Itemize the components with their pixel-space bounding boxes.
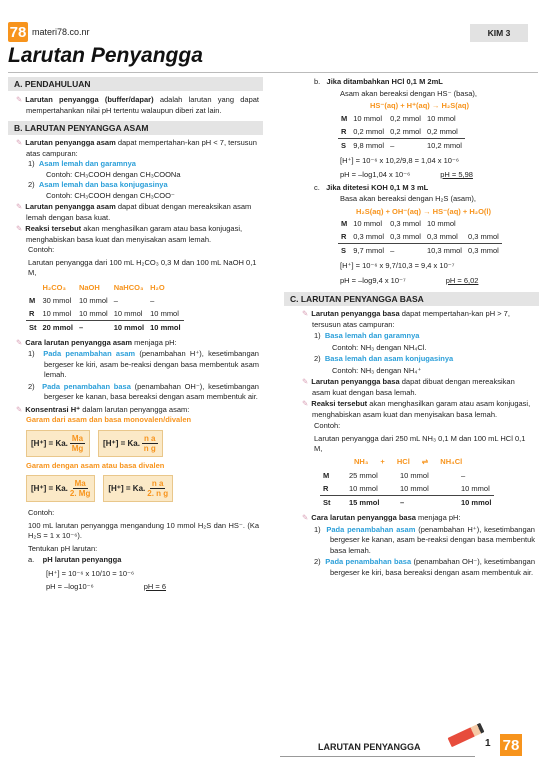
section-c-heading: C. LARUTAN PENYANGGA BASA [284, 292, 539, 306]
page-number: 1 [485, 738, 491, 749]
bullet-icon: ✎ [16, 138, 23, 147]
subheading: Garam dari asam dan basa monovalen/divalen [26, 415, 192, 424]
reaction-table [320, 469, 494, 509]
section-b-intro: ✎ Larutan penyangga asam dapat mempertahan-kan pH < 7, tersusun atas campuran: [16, 138, 257, 158]
footer-logo: 78 [500, 734, 522, 756]
example-label: Contoh: [28, 245, 55, 254]
reaction-equation: H₂S(aq) + OH⁻(aq) → HS⁻(aq) + H₂O(l) [356, 206, 492, 216]
title-divider [8, 72, 538, 73]
table-row: M 10 mmol 0,3 mmol 10 mmol [341, 219, 456, 228]
section-a-heading: A. PENDAHULUAN [8, 77, 263, 91]
bullet-icon: ✎ [302, 309, 309, 318]
footer-title: LARUTAN PENYANGGA [318, 742, 421, 752]
reaction-species: H₂O [150, 282, 165, 292]
example-label: Contoh: [314, 421, 341, 430]
table-row: M 10 mmol 0,2 mmol 10 mmol [341, 113, 456, 123]
paragraph: ✎ Cara larutan penyangga basa menjaga pH: [302, 513, 461, 522]
site-logo: 78 [9, 23, 27, 41]
page-title: Larutan Penyangga [8, 44, 203, 67]
example-text: Tentukan pH larutan: [28, 543, 98, 553]
example-label: Contoh: [28, 508, 55, 517]
list-item: 2) Asam lemah dan basa konjugasinya [28, 180, 168, 189]
table-row: R 10 mmol 10 mmol 10 mmol [323, 484, 490, 493]
bullet-icon: ✎ [302, 399, 309, 408]
equation: pH = –log9,4 x 10⁻⁷ pH = 6,02 [340, 275, 479, 285]
reaction-table [26, 281, 184, 334]
bullet-icon: ✎ [16, 202, 23, 211]
section-a-text: ✎ Larutan penyangga (buffer/dapar) adalah larutan yang dapat mempertahankan nilai pH tertentu walaupun diberi zat lain. [16, 95, 260, 115]
formula-box: [H⁺] = Ka. $\frac{\text{n a}}{\text{2. n g}}$ [103, 475, 173, 502]
formula-box: [H⁺] = Ka. $\frac{\text{n a}}{\text{n g}}$ [98, 430, 162, 457]
reaction-equation: HS⁻(aq) + H⁺(aq) → H₂S(aq) [370, 101, 469, 110]
reaction-equation: NH₃ + HCl ⇌ NH₄Cl [354, 456, 463, 466]
formula-row [8, 471, 263, 502]
chapter-badge: KIM 3 [470, 24, 528, 42]
table-row: S 9,8 mmol – 10,2 mmol [338, 138, 465, 152]
paragraph: ✎ Cara larutan penyangga asam menjaga pH: [16, 337, 177, 347]
example-text: Larutan penyangga dari 100 mL H₂CO₃ 0,3 M dan 100 mL NaOH 0,1 M, [28, 257, 257, 277]
reaction-species: NaHCO₃ [113, 282, 144, 292]
example-text: Larutan penyangga dari 250 mL NH₃ 0,1 M dan 100 mL HCl 0,1 M, [314, 433, 526, 453]
right-column [284, 77, 539, 578]
formula-box: [H⁺] = Ka. $\frac{Ma}{2. Mg}$ [26, 475, 95, 502]
reaction-table [338, 217, 502, 257]
equation: [H⁺] = 10⁻⁶ x 10/10 = 10⁻⁶ [46, 568, 135, 578]
table-row: M 30 mmol 10 mmol – – [29, 295, 155, 305]
bullet-icon: ✎ [16, 337, 23, 347]
left-column [8, 77, 263, 593]
paragraph: ✎ Reaksi tersebut akan menghasilkan garam atau basa konjugasi, menghabiskan basa kuat dan menyisakan asam lemah. [16, 224, 243, 244]
list-item: 1) Pada penambahan asam (penambahan H⁺), kesetimbangan bergeser ke kiri, asam be-reaksi dengan basa membentuk asam lemah. [28, 349, 259, 379]
example-text: Asam akan bereaksi dengan HS⁻ (basa), [340, 88, 477, 98]
equation: [H⁺] = 10⁻⁶ x 10,2/9,8 = 1,04 x 10⁻⁶ [340, 155, 459, 165]
list-item: 1) Asam lemah dan garamnya [28, 159, 136, 168]
footer-divider [280, 756, 475, 757]
section-b-heading: B. LARUTAN PENYANGGA ASAM [8, 121, 263, 135]
example-text: Contoh: CH₃COOH dengan CH₃COONa [46, 169, 181, 179]
list-item: 1) Basa lemah dan garamnya [314, 331, 420, 340]
list-item: 2) Pada penambahan basa (penambahan OH⁻), kesetimbangan bergeser ke kanan, basa bereaksi dengan asam membentuk air. [28, 381, 259, 401]
table-row: R 0,2 mmol 0,2 mmol 0,2 mmol [341, 126, 458, 136]
bullet-icon: ✎ [16, 404, 23, 414]
site-name[interactable]: materi78.co.nr [32, 27, 90, 37]
bullet-icon: ✎ [302, 377, 309, 386]
sub-question: c. Jika ditetesi KOH 0,1 M 3 mL [314, 182, 429, 192]
example-text: Contoh: NH₃ dengan NH₄⁺ [332, 365, 422, 375]
table-row: St 20 mmol – 10 mmol 10 mmol [26, 320, 184, 334]
equation: pH = –log10⁻⁶ pH = 6 [46, 582, 167, 591]
paragraph: ✎ Reaksi tersebut akan menghasilkan garam atau asam konjugasi, menghabiskan asam kuat dan menyisakan basa lemah. [302, 399, 531, 419]
reaction-species: NaOH [78, 282, 100, 292]
table-row: St 15 mmol – 10 mmol [320, 496, 494, 510]
list-item: 2) Basa lemah dan asam konjugasinya [314, 354, 454, 363]
paragraph: ✎ Larutan penyangga asam dapat dibuat dengan mereaksikan asam lemah dengan basa kuat. [16, 202, 252, 222]
table-row: R 10 mmol 10 mmol 10 mmol 10 mmol [29, 308, 179, 318]
equation: [H⁺] = 10⁻⁶ x 9,7/10,3 = 9,4 x 10⁻⁷ [340, 261, 455, 270]
paragraph: ✎ Larutan penyangga basa dapat dibuat dengan mereaksikan asam kuat dengan basa lemah. [302, 377, 515, 397]
example-text: Contoh: CH₃COOH dengan CH₃COO⁻ [46, 190, 175, 200]
paragraph: ✎ Konsentrasi H⁺ dalam larutan penyangga asam: [16, 404, 190, 414]
table-row: M 25 mmol 10 mmol – [323, 471, 466, 480]
reaction-table [338, 112, 465, 152]
bullet-icon: ✎ [16, 95, 23, 104]
reaction-species: H₂CO₃ [42, 282, 66, 292]
table-row: S 9,7 mmol – 10,3 mmol 0,3 mmol [338, 244, 502, 258]
example-text: Contoh: NH₃ dengan NH₄Cl. [332, 342, 427, 352]
example-text: 100 mL larutan penyangga mengandung 10 mmol H₂S dan HS⁻. (Ka H₂S = 1 x 10⁻⁶). [28, 520, 259, 540]
list-item: 1) Pada penambahan asam (penambahan H⁺), kesetimbangan bergeser ke kanan, asam be-reaksi dengan basa membentuk basa lemah. [314, 524, 535, 555]
formula-row [8, 426, 263, 457]
subheading: Garam dengan asam atau basa divalen [26, 460, 165, 470]
bullet-icon: ✎ [302, 513, 309, 522]
example-text: Basa akan bereaksi dengan H₂S (asam), [340, 194, 476, 203]
sub-question: a. pH larutan penyangga [28, 555, 122, 564]
formula-box: [H⁺] = Ka. $\frac{Ma}{Mg}$ [26, 430, 90, 457]
paragraph: ✎ Larutan penyangga basa dapat mempertahan-kan pH > 7, tersusun atas campuran: [302, 309, 510, 329]
equation: pH = –log1,04 x 10⁻⁶ pH = 5,98 [340, 170, 473, 179]
list-item: 2) Pada penambahan basa (penambahan OH⁻), kesetimbangan bergeser ke kiri, basa bereaksi dengan asam membentuk air. [314, 557, 535, 577]
sub-question: b. Jika ditambahkan HCl 0,1 M 2mL [314, 77, 443, 86]
pencil-icon [448, 723, 485, 747]
table-row: R 0,3 mmol 0,3 mmol 0,3 mmol 0,3 mmol [341, 232, 499, 241]
bullet-icon: ✎ [16, 224, 23, 233]
